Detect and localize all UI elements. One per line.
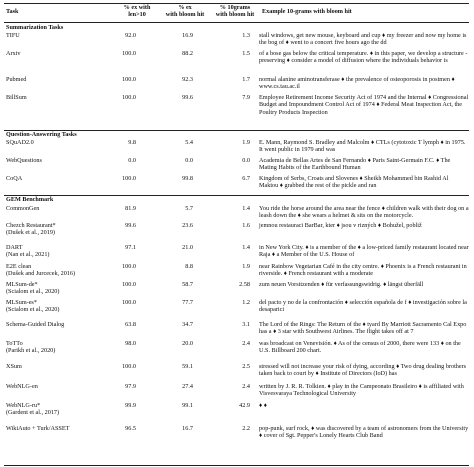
cell-pct-10grams: 1.4 [242, 244, 250, 251]
cell-pct-10grams: 6.7 [242, 175, 250, 182]
cell-example-10grams: was broadcast on Venevisión. ♦ As of the census of 2000, there were 133 ♦ on the U.S. Billboard 200 chart. [259, 340, 461, 355]
cell-pct-len10: 100.0 [122, 363, 136, 370]
header-pct-bloom: % ex with bloom hit [165, 4, 205, 19]
cell-pct-10grams: 1.6 [242, 222, 250, 229]
cell-pct-bloom: 23.6 [182, 222, 193, 229]
cell-pct-10grams: 1.7 [242, 76, 250, 83]
cell-pct-bloom: 92.3 [182, 76, 193, 83]
cell-pct-10grams: 2.4 [242, 340, 250, 347]
cell-pct-10grams: 1.2 [242, 299, 250, 306]
cell-pct-bloom: 59.1 [182, 363, 193, 370]
cell-pct-bloom: 16.9 [182, 32, 193, 39]
cell-pct-10grams: 1.5 [242, 50, 250, 57]
task-name: Schema-Guided Dialog [6, 321, 65, 328]
cell-pct-10grams: 0.0 [242, 157, 250, 164]
task-name: WikiAuto + Turk/ASSET [6, 425, 70, 432]
task-name: CommonGen [6, 205, 40, 212]
cell-pct-bloom: 21.0 [182, 244, 193, 251]
table-row-task [6, 222, 111, 237]
cell-example-10grams: of a bose gas below the critical temperature. ♦ in this paper, we develop a structure - preserving ♦ consider a model of diffusion where the individuals behavior is [259, 50, 468, 65]
cell-pct-bloom: 16.7 [182, 425, 193, 432]
table-row-task [6, 299, 111, 314]
cell-example-10grams: written by J. R. R. Tolkien. ♦ play in the Campeonato Brasileiro ♦ is affiliated with Visvesvaraya Technological University [259, 383, 464, 398]
table-row-task [6, 76, 111, 83]
header-pct-10grams: % 10grams with bloom hit [215, 4, 255, 19]
cell-pct-10grams: 2.5 [242, 363, 250, 370]
cell-example-10grams: Kingdom of Serbs, Croats and Slovenes ♦ Sheikh Mohammed bin Rashid Al Maktou ♦ grabbed the rest of the pickle and ran [259, 175, 449, 190]
cell-pct-len10: 96.5 [125, 425, 136, 432]
task-citation: (Dušek and Jurcecek, 2016) [6, 270, 76, 278]
table-row-task [6, 94, 111, 101]
cell-pct-bloom: 27.4 [182, 383, 193, 390]
cell-pct-len10: 100.0 [122, 281, 136, 288]
cell-pct-bloom: 5.4 [185, 139, 193, 146]
table-row-task [6, 263, 111, 278]
cell-example-10grams: stressed will not increase your risk of dying, according ♦ Two drug dealing brothers taken back to court by ♦ Institute of Directors (IoD) has [259, 363, 467, 378]
cell-pct-len10: 100.0 [122, 175, 136, 182]
cell-pct-bloom: 0.0 [185, 157, 193, 164]
task-name: BillSum [6, 94, 27, 101]
cell-pct-bloom: 5.7 [185, 205, 193, 212]
cell-pct-bloom: 20.0 [182, 340, 193, 347]
task-name: Pubmed [6, 76, 27, 83]
task-name: WebNLG-ru* [6, 402, 41, 409]
cell-example-10grams: You ride the horse around the area near the fence ♦ children walk with their dog on a leash down the ♦ she wears a helmet & sits on the motorcycle. [259, 205, 469, 220]
bottom-rule [4, 465, 469, 466]
task-citation: (Scialom et al., 2020) [6, 306, 60, 314]
table-row-task [6, 157, 111, 164]
cell-example-10grams: ♦ ♦ [259, 402, 267, 409]
task-name: Arxiv [6, 50, 21, 57]
cell-pct-len10: 63.8 [125, 321, 136, 328]
cell-pct-bloom: 99.8 [182, 175, 193, 182]
table-row-task [6, 425, 111, 432]
table-row-task [6, 402, 111, 417]
cell-pct-len10: 100.0 [122, 299, 136, 306]
cell-pct-len10: 100.0 [122, 50, 136, 57]
table-row-task [6, 340, 111, 355]
cell-pct-10grams: 2.4 [242, 383, 250, 390]
cell-pct-bloom: 8.8 [185, 263, 193, 270]
cell-pct-len10: 99.9 [125, 402, 136, 409]
cell-example-10grams: pop-punk, surf rock, ♦ was discovered by a team of astronomers from the University ♦ cover of Sgt. Pepper's Lonely Hearts Club Band [259, 425, 469, 440]
task-citation: (Scialom et al., 2020) [6, 288, 60, 296]
table-row-task [6, 175, 111, 182]
cell-pct-len10: 0.0 [128, 157, 136, 164]
section-title: Summarization Tasks [6, 24, 64, 31]
task-citation: (Dušek et al., 2019) [6, 229, 55, 237]
task-citation: (Nan et al., 2021) [6, 251, 50, 259]
cell-pct-bloom: 99.6 [182, 94, 193, 101]
cell-pct-len10: 92.0 [125, 32, 136, 39]
task-name: DART [6, 244, 23, 251]
cell-example-10grams: in New York City. ♦ is a member of the ♦ a low-priced family restaurant located near Raja ♦ a Member of the U.S. House of [259, 244, 469, 259]
cell-pct-len10: 99.6 [125, 222, 136, 229]
task-name: WebQuestions [6, 157, 42, 164]
cell-pct-10grams: 7.9 [242, 94, 250, 101]
cell-pct-10grams: 2.58 [239, 281, 250, 288]
cell-pct-len10: 100.0 [122, 263, 136, 270]
cell-pct-bloom: 34.7 [182, 321, 193, 328]
cell-pct-10grams: 1.9 [242, 263, 250, 270]
table-row-task [6, 205, 111, 212]
cell-pct-len10: 100.0 [122, 94, 136, 101]
table-row-task [6, 244, 111, 259]
cell-pct-bloom: 99.1 [182, 402, 193, 409]
cell-example-10grams: stall windows, get new mouse, keyboard and cup ♦ my freezer and now my home is the bog of ♦ went to a concert five hours ago the dd [259, 32, 467, 47]
section-title: Question-Answering Tasks [6, 131, 77, 138]
task-name: ToTTo [6, 340, 23, 347]
task-name: WebNLG-en [6, 383, 38, 390]
cell-pct-10grams: 2.2 [242, 425, 250, 432]
cell-pct-len10: 97.9 [125, 383, 136, 390]
table-row-task [6, 32, 111, 39]
cell-example-10grams: Employee Retirement Income Security Act of 1974 and the Internal ♦ Congressional Budget and Impoundment Control Act of 1974 ♦ Federal Meat Inspection Act, the Poultry Products Inspection [259, 94, 469, 116]
cell-pct-len10: 97.1 [125, 244, 136, 251]
section-rule [4, 195, 469, 196]
cell-pct-10grams: 1.3 [242, 32, 250, 39]
task-name: XSum [6, 363, 22, 370]
task-name: CoQA [6, 175, 23, 182]
cell-pct-bloom: 77.7 [182, 299, 193, 306]
cell-example-10grams: near Rainbow Vegetarian Café in the city centre. ♦ Phoenix is a French restaurant in riverside. ♦ French restaurant with a moderate [259, 263, 467, 278]
task-name: TIFU [6, 32, 20, 39]
table-row-task [6, 383, 111, 390]
table-row-task [6, 139, 111, 146]
cell-pct-len10: 98.0 [125, 340, 136, 347]
task-name: SQuAD2.0 [6, 139, 34, 146]
cell-pct-10grams: 3.1 [242, 321, 250, 328]
section-title: GEM Benchmark [6, 196, 54, 203]
task-name: MLSum-de* [6, 281, 38, 288]
header-example: Example 10-grams with bloom hit [262, 8, 352, 15]
cell-pct-10grams: 42.9 [239, 402, 250, 409]
cell-pct-len10: 81.9 [125, 205, 136, 212]
cell-example-10grams: The Lord of the Rings: The Return of the ♦ tyard By Marriott Sacramento Cal Expo has a ♦ 3 star with Southwest Airlines. The flight takes off at 7 [259, 321, 467, 336]
cell-pct-len10: 9.8 [128, 139, 136, 146]
cell-pct-10grams: 1.9 [242, 139, 250, 146]
table-row-task [6, 281, 111, 296]
table-row-task [6, 363, 111, 370]
cell-example-10grams: Academia de Bellas Artes de San Fernando ♦ Paris Saint-Germain F.C. ♦ The Mating Habits of the Earthbound Human [259, 157, 451, 172]
task-name: Chezch Restaurant* [6, 222, 56, 229]
table-row-task [6, 50, 111, 57]
cell-example-10grams: del pacto y no de la confrontación ♦ selección española de f ♦ investigación sobre la desaparici [259, 299, 467, 314]
cell-example-10grams: E. Mann, Raymond S. Bradley and Malcolm ♦ CTLs (cytotoxic T lymph ♦ in 1975. It went public in 1979 and was [259, 139, 466, 154]
cell-example-10grams: jemnou restauraci BarBar, kter ♦ jsou v rizných ♦ Bohužel, pobliž [259, 222, 422, 229]
task-citation: (Parikh et al., 2020) [6, 347, 56, 355]
cell-pct-len10: 100.0 [122, 76, 136, 83]
cell-pct-bloom: 58.7 [182, 281, 193, 288]
cell-example-10grams: zum neuen Vorsitzenden ♦ für verfassungswidrig. ♦ längst überfäll [259, 281, 424, 288]
cell-pct-10grams: 1.4 [242, 205, 250, 212]
cell-example-10grams: normal alanine aminotransferase ♦ the prevalence of osteoporosis in postmen ♦ www.cs.tau.ac.il [259, 76, 455, 91]
table-row-task [6, 321, 111, 328]
header-task: Task [6, 8, 19, 15]
task-name: MLSum-es* [6, 299, 37, 306]
header-rule [4, 22, 469, 23]
task-citation: (Gardent et al., 2017) [6, 409, 60, 417]
header-pct-len10: % ex with len>10 [123, 4, 151, 19]
task-name: E2E clean [6, 263, 32, 270]
cell-pct-bloom: 88.2 [182, 50, 193, 57]
